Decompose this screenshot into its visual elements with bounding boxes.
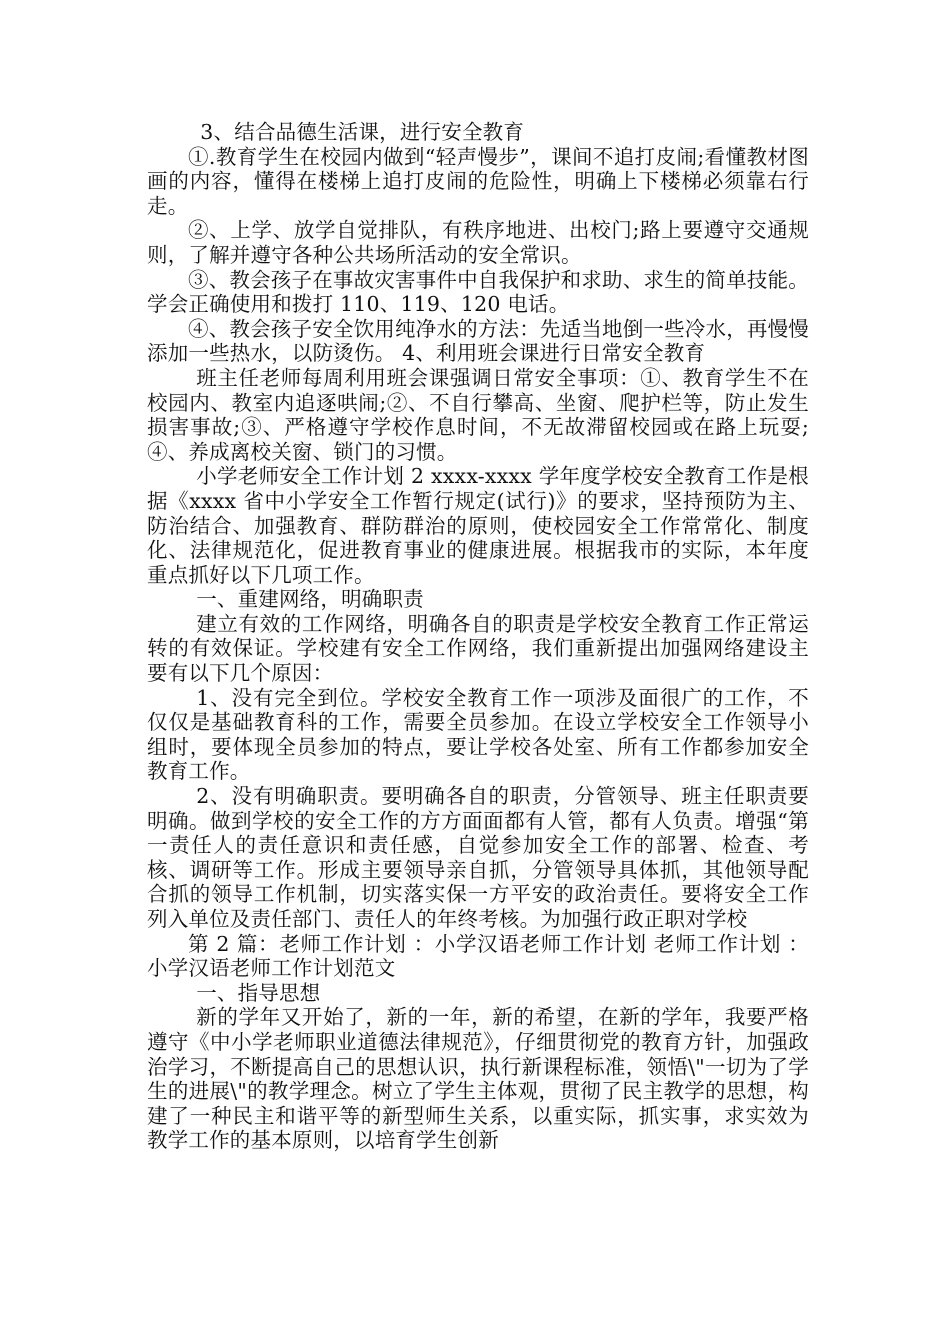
paragraph-new-school-year: 新的学年又开始了，新的一年，新的希望，在新的学年，我要严格遵守《中小学老师职业道德法律规范》，仔细贯彻党的教育方针，加强政治学习，不断提高自己的思想认识，执行新课程标准，领悟\"一切为了学生的进展\"的教学理念。树立了学生主体观，贯彻了民主教学的思想，构建了一种民主和谐平等的新型师生关系，以重实际，抓实事，求实效为教学工作的基本原则，以培育学生创新: [147, 1005, 809, 1153]
chapter-title-part-2: 第 2 篇：老师工作计划 ：小学汉语老师工作计划 老师工作计划 ：小学汉语老师工作计划范文: [147, 931, 809, 981]
section-heading-network: 一、重建网络，明确职责: [196, 587, 424, 612]
paragraph-campus-behavior: ①.教育学生在校园内做到“轻声慢步”，课间不追打皮闹;看懂教材图画的内容，懂得在楼梯上追打皮闹的危险性，明确上下楼梯必须靠右行走。: [147, 144, 809, 218]
paragraph-no-clear-duties: 2、没有明确职责。要明确各自的职责，分管领导、班主任职责要明确。做到学校的安全工作的方方面面都有人管，都有人负责。增强“第一责任人的责任意识和责任感，自觉参加安全工作的部署、检查、考核、调研等工作。形成主要领导亲自抓，分管领导具体抓，其他领导配合抓的领导工作机制，切实落实保一方平安的政治责任。要将安全工作列入单位及责任部门、责任人的年终考核。为加强行政正职对学校: [147, 784, 809, 931]
paragraph-traffic-rules: ②、上学、放学自觉排队，有秩序地进、出校门;路上要遵守交通规则，了解并遵守各种公共场所活动的安全常识。: [147, 218, 809, 267]
paragraph-water-safety: ④、教会孩子安全饮用纯净水的方法：先适当地倒一些冷水，再慢慢添加一些热水，以防烫伤。 4、利用班会课进行日常安全教育: [147, 316, 809, 366]
paragraph-safety-plan-2: 小学老师安全工作计划 2 xxxx-xxxx 学年度学校安全教育工作是根据《xxxx 省中小学安全工作暂行规定(试行)》的要求，坚持预防为主、防治结合、加强教育、群防群治的原则，使校园安全工作常常化、制度化、法律规范化，促进教育事业的健康进展。根据我市的实际，本年度重点抓好以下几项工作。: [147, 464, 809, 587]
document-body: [147, 120, 809, 1153]
paragraph-network-reasons: 建立有效的工作网络，明确各自的职责是学校安全教育工作正常运转的有效保证。学校建有安全工作网络，我们重新提出加强网络建设主要有以下几个原因：: [147, 611, 809, 686]
paragraph-class-meeting: 班主任老师每周利用班会课强调日常安全事项：①、教育学生不在校园内、教室内追逐哄闹;②、不自行攀高、坐窗、爬护栏等，防止发生损害事故;③、严格遵守学校作息时间，不无故滞留校园或在路上玩耍;④、养成离校关窗、锁门的习惯。: [147, 365, 809, 464]
section-heading-guiding-thought: 一、指导思想: [196, 980, 321, 1005]
paragraph-emergency-skills: ③、教会孩子在事故灾害事件中自我保护和求助、求生的简单技能。学会正确使用和拨打 110、119、120 电话。: [147, 267, 809, 317]
section-heading-character-safety: 3、结合品德生活课，进行安全教育: [200, 120, 525, 144]
paragraph-not-in-place: 1、没有完全到位。学校安全教育工作一项涉及面很广的工作，不仅仅是基础教育科的工作，需要全员参加。在设立学校安全工作领导小组时，要体现全员参加的特点，要让学校各处室、所有工作都参加安全教育工作。: [147, 685, 809, 784]
